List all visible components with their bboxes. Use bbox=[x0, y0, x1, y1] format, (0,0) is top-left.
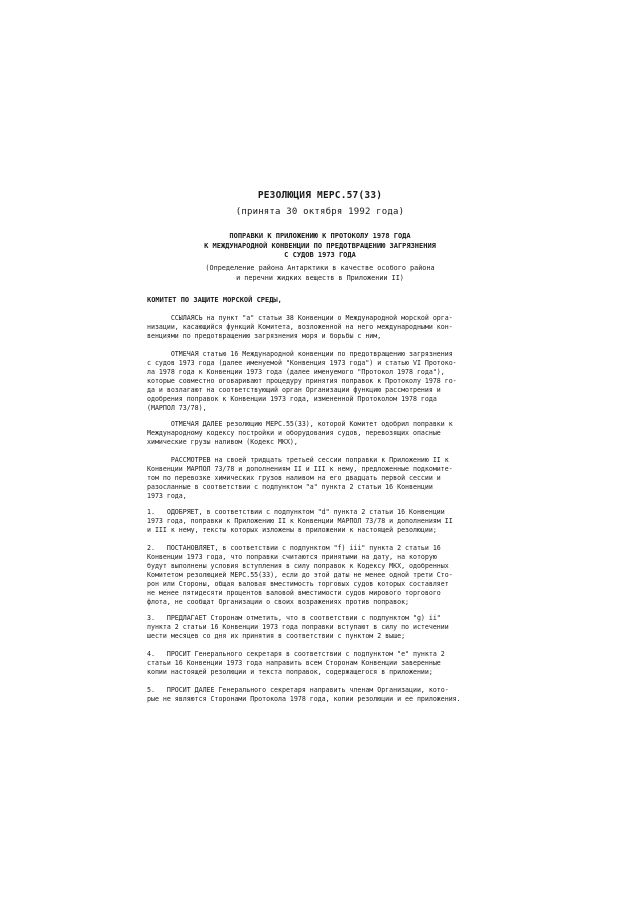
operative-paragraph-5: 5. ПРОСИТ ДАЛЕЕ Генерального секретаря направить членам Организации, кото- рые не являются Сторонами Протокола 1978 года, копии резолюции и ее приложения. bbox=[147, 686, 461, 703]
paragraph-having-considered: РАССМОТРЕВ на своей тридцать третьей сессии поправки к Приложению II к Конвенции МАРПОЛ 73/78 и дополнениям II и III к нему, предложенные подкомите- том по перевозке химических грузов наливом на его двадцать первой сессии и разосланные в соответствии с подпунктом "а" пункта 2 статьи 16 Конвенции 1973 года, bbox=[147, 456, 453, 500]
adoption-date: (принята 30 октября 1992 года) bbox=[235, 207, 405, 217]
operative-paragraph-1: 1. ОДОБРЯЕТ, в соответствии с подпунктом "d" пункта 2 статьи 16 Конвенции 1973 года, поправки к Приложению II к Конвенции МАРПОЛ 73/78 и дополнениям II и III к нему, тексты которых изложены в приложении к настоящей резолюции; bbox=[147, 508, 453, 534]
paragraph-noting-further: ОТМЕЧАЯ ДАЛЕЕ резолюцию МЕРС.55(33), которой Комитет одобрил поправки к Международному кодексу постройки и оборудования судов, перевозящих опасные химические грузы наливом (Кодекс МКХ), bbox=[147, 420, 453, 446]
paragraph-recalling: ССЫЛАЯСЬ на пункт "а" статьи 38 Конвенции о Международной морской орга- низации, касающийся функций Комитета, возложенной на него международными кон- венциями по предотвращению загрязнения моря и борьбы с ним, bbox=[147, 314, 453, 340]
resolution-title: РЕЗОЛЮЦИЯ МЕРС.57(33) bbox=[257, 190, 383, 201]
paragraph-noting: ОТМЕЧАЯ статью 16 Международной конвенции по предотвращению загрязнения с судов 1973 года (далее именуемой "Конвенция 1973 года") и статью VI Протоко- ла 1978 года к Конвенции 1973 года (далее именуемого "Протокол 1978 года"), которые совместно оговаривают процедуру принятия поправок к Протоколу 1978 го- да и возлагают на соответствующий орган Организации функцию рассмотрения и одобрения поправок к Конвенции 1973 года, измененной Протоколом 1978 года (МАРПОЛ 73/78), bbox=[147, 350, 457, 412]
committee-name: КОМИТЕТ ПО ЗАЩИТЕ МОРСКОЙ СРЕДЫ, bbox=[147, 296, 282, 304]
operative-paragraph-4: 4. ПРОСИТ Генерального секретаря в соответствии с подпунктом "е" пункта 2 статьи 16 Конвенции 1973 года направить всем Сторонам Конвенции заверенные копии настоящей резолюции и текста поправок, содержащегося в приложении; bbox=[147, 650, 445, 676]
operative-paragraph-2: 2. ПОСТАНОВЛЯЕТ, в соответствии с подпунктом "f) iii" пункта 2 статьи 16 Конвенции 1973 года, что поправки считаются принятыми на дату, на которую будут выполнены условия вступления в силу поправок к Кодексу МКХ, одобренных Комитетом резолюцией МЕРС.55(33), если до этой даты не менее одной трети Сто- рон или Стороны, общая валовая вместимость торговых судов которых составляет не менее пятидесяти процентов валовой вместимости судов мирового торгового флота, не сообщат Организации о своих возражениях против поправок; bbox=[147, 544, 453, 606]
amendments-heading: ПОПРАВКИ К ПРИЛОЖЕНИЮ К ПРОТОКОЛУ 1978 ГОДА К МЕЖДУНАРОДНОЙ КОНВЕНЦИИ ПО ПРЕДОТВРАЩЕНИЮ ЗАГРЯЗНЕНИЯ С СУДОВ 1973 ГОДА bbox=[204, 232, 436, 259]
subheading: (Определение района Антарктики в качестве особого района и перечни жидких веществ в Приложении II) bbox=[205, 264, 435, 282]
operative-paragraph-3: 3. ПРЕДЛАГАЕТ Сторонам отметить, что в соответствии с подпунктом "g) ii" пункта 2 статьи 16 Конвенции 1973 года поправки вступают в силу по истечении шести месяцев со дня их принятия в соответствии с пунктом 2 выше; bbox=[147, 614, 449, 640]
